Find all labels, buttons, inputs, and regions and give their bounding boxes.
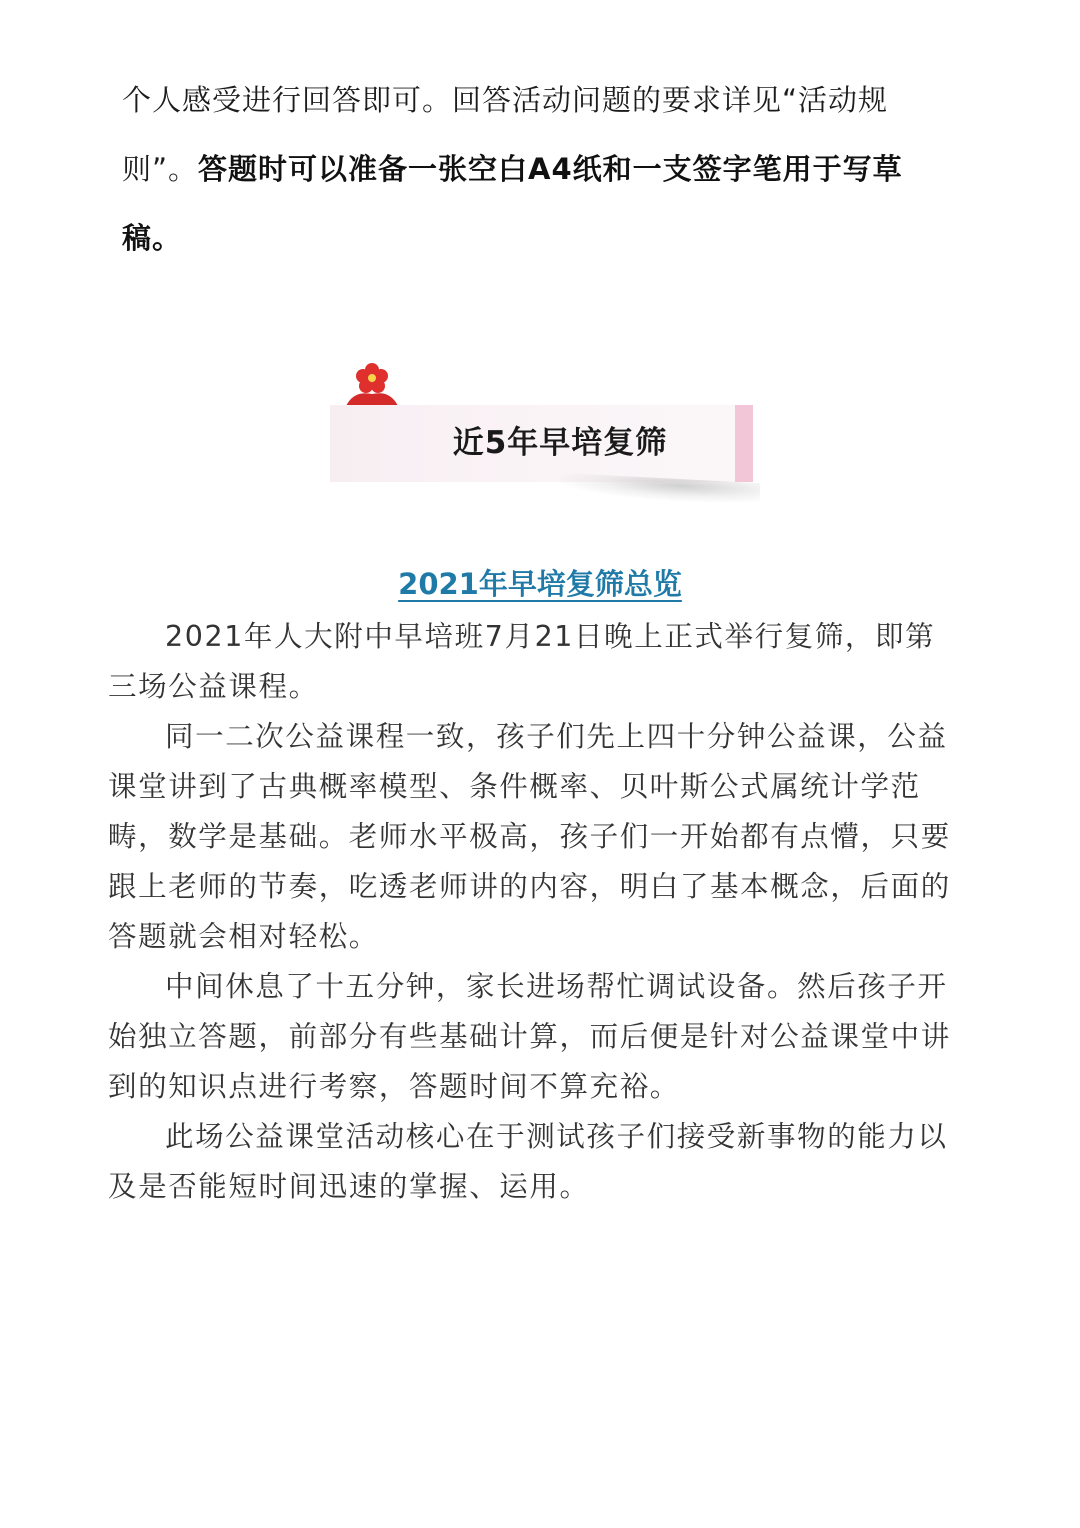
intro-normal-text: 个人感受进行回答即可。回答活动问题的要求详见“活动规则”。 bbox=[122, 83, 889, 186]
body-paragraph: 此场公益课堂活动核心在于测试孩子们接受新事物的能力以及是否能短时间迅速的掌握、运用。 bbox=[108, 1120, 948, 1203]
article-body bbox=[108, 612, 958, 1212]
body-paragraph: 中间休息了十五分钟，家长进场帮忙调试设备。然后孩子开始独立答题，前部分有些基础计算，而后便是针对公益课堂中讲到的知识点进行考察，答题时间不算充裕。 bbox=[108, 970, 951, 1103]
intro-paragraph bbox=[122, 66, 952, 273]
section-banner bbox=[330, 360, 770, 520]
flower-icon bbox=[344, 360, 400, 410]
intro-bold-text: 答题时可以准备一张空白A4纸和一支签字笔用于写草稿。 bbox=[122, 152, 903, 255]
section-title: 近5年早培复筛 bbox=[452, 425, 668, 461]
article-subtitle: 2021年早培复筛总览 bbox=[398, 567, 682, 601]
body-paragraph: 2021年人大附中早培班7月21日晚上正式举行复筛，即第三场公益课程。 bbox=[108, 620, 936, 703]
body-paragraph: 同一二次公益课程一致，孩子们先上四十分钟公益课，公益课堂讲到了古典概率模型、条件概率、贝叶斯公式属统计学范畴，数学是基础。老师水平极高，孩子们一开始都有点懵，只要跟上老师的节奏，吃透老师讲的内容，明白了基本概念，后面的答题就会相对轻松。 bbox=[108, 720, 951, 953]
